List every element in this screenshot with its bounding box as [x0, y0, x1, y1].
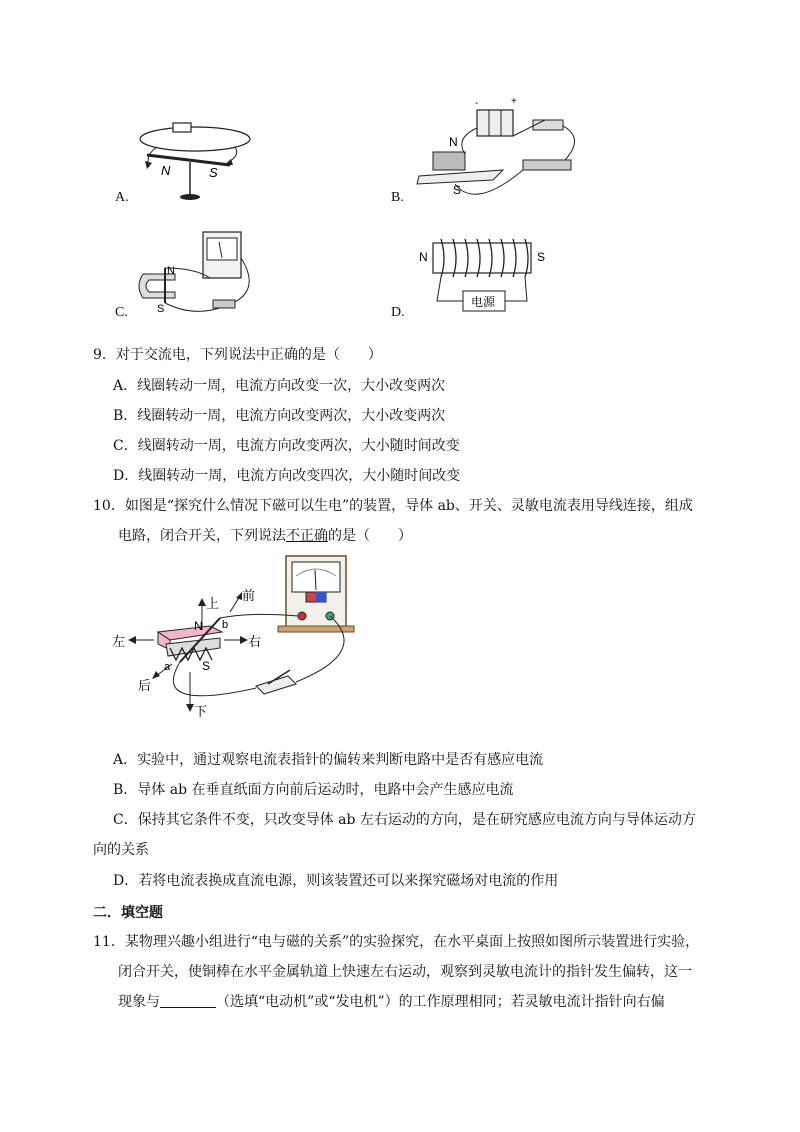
figure-a-s-label: S — [209, 165, 218, 180]
figure-b-drawing — [415, 98, 585, 208]
q9-option-c[interactable]: C．线圈转动一周，电流方向改变两次，大小随时间改变 — [113, 438, 460, 454]
figure-c-s-label: S — [157, 303, 165, 315]
figure-b-n-label: N — [449, 135, 458, 149]
q9-option-a[interactable]: A．线圈转动一周，电流方向改变一次，大小改变两次 — [113, 378, 446, 394]
power-source-label: 电源 — [471, 295, 496, 309]
q10-label-s: S — [202, 659, 211, 673]
q10-label-down: 下 — [194, 704, 208, 719]
q10-option-d[interactable]: D．若将电流表换成直流电源，则该装置还可以来探究磁场对电流的作用 — [113, 873, 559, 889]
section-fill-in-blank-heading: 二．填空题 — [93, 905, 163, 921]
battery-plus-label: + — [511, 96, 517, 107]
option-label-c: C. — [115, 305, 128, 320]
q10-label-back: 后 — [138, 678, 152, 693]
q10-not-correct-emphasis: 不正确 — [286, 528, 328, 544]
q10-option-c[interactable]: C．保持其它条件不变，只改变导体 ab 左右运动的方向，是在研究感应电流方向与导体运动方 — [113, 812, 696, 828]
figure-a-drawing — [135, 115, 255, 210]
q11-line3 — [118, 992, 665, 1012]
q10-label-a: a — [164, 661, 171, 673]
q10-label-n: N — [194, 619, 203, 633]
figure-b-s-label: S — [453, 183, 462, 197]
q10-label-left: 左 — [112, 634, 126, 649]
q11-line3-post: （选填“电动机”或“发电机”）的工作原理相同；若灵敏电流计指针向右偏 — [216, 994, 665, 1010]
option-label-d: D. — [391, 305, 405, 320]
q10-label-right: 右 — [248, 634, 262, 649]
q10-option-c-continued: 向的关系 — [93, 842, 149, 858]
q10-stem-line1: 10．如图是“探究什么情况下磁可以生电”的装置，导体 ab、开关、灵敏电流表用导线连接，组成 — [93, 498, 693, 514]
q10-stem-line2-post: 的是（ ） — [328, 528, 412, 544]
q11-answer-blank[interactable] — [160, 993, 216, 1008]
q10-option-a[interactable]: A．实验中，通过观察电流表指针的偏转来判断电路中是否有感应电流 — [113, 752, 544, 768]
option-label-a: A. — [115, 190, 129, 205]
figure-d-s-label: S — [537, 250, 546, 264]
figure-d-n-label: N — [419, 250, 428, 264]
figure-c-n-label: N — [167, 265, 175, 277]
q11-line3-pre: 现象与 — [118, 994, 160, 1010]
option-label-b: B. — [391, 190, 404, 205]
q10-label-b: b — [222, 619, 229, 631]
q11-line2: 闭合开关，使铜棒在水平金属轨道上快速左右运动，观察到灵敏电流计的指针发生偏转，这一 — [118, 964, 692, 980]
q10-label-up: 上 — [206, 596, 220, 611]
battery-minus-label: - — [475, 98, 479, 109]
figure-d-drawing — [415, 225, 555, 320]
q9-stem: 9．对于交流电，下列说法中正确的是（ ） — [93, 347, 382, 363]
figure-a-n-label: N — [161, 163, 171, 178]
q9-option-d[interactable]: D．线圈转动一周，电流方向改变四次，大小随时间改变 — [113, 468, 461, 484]
q10-stem-line2 — [118, 526, 412, 546]
q10-stem-line2-pre: 电路，闭合开关，下列说法 — [118, 528, 286, 544]
q10-apparatus-figure — [110, 552, 370, 722]
q10-option-b[interactable]: B．导体 ab 在垂直纸面方向前后运动时，电路中会产生感应电流 — [113, 782, 514, 798]
q9-option-b[interactable]: B．线圈转动一周，电流方向改变两次，大小改变两次 — [113, 408, 446, 424]
figure-c-drawing — [135, 228, 255, 323]
q10-label-front: 前 — [242, 588, 256, 603]
q11-line1: 11．某物理兴趣小组进行“电与磁的关系”的实验探究，在水平桌面上按照如图所示装置进行实验， — [93, 934, 700, 950]
